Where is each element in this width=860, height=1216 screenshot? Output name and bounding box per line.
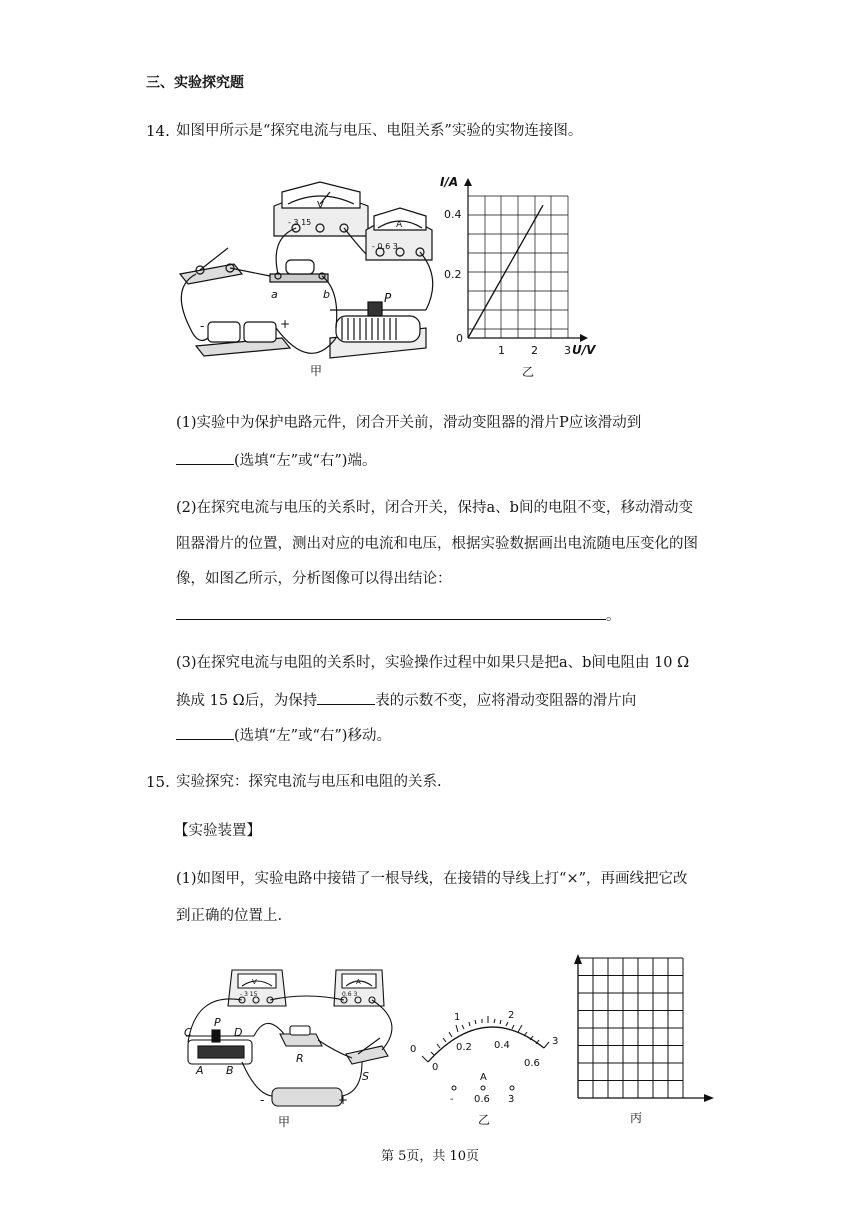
dial-unit: A [480, 1072, 487, 1083]
q15-heading: 【实验装置】 [174, 823, 261, 839]
dial-outer-1: 1 [454, 1012, 461, 1023]
q14-part1-line1: (1)实验中为保护电路元件，闭合开关前，滑动变阻器的滑片P应该滑动到 [176, 415, 642, 431]
figure-jia-label: 甲 [278, 1115, 291, 1129]
q14-stem: 如图甲所示是“探究电流与电压、电阻关系”实验的实物连接图。 [176, 123, 583, 139]
voltmeter-v-label: V [317, 200, 324, 211]
ytick-0.2: 0.2 [444, 268, 462, 281]
q15-ammeter-dial [406, 1004, 566, 1130]
q15-blank-grid [566, 952, 716, 1130]
figure-yi-label: 乙 [478, 1113, 491, 1127]
slider-p-label: P [384, 291, 392, 305]
battery-plus: + [280, 317, 291, 331]
battery-minus: - [260, 1093, 265, 1107]
xtick-1: 1 [498, 344, 505, 357]
svg-text:0.6 3: 0.6 3 [342, 991, 358, 998]
section-title: 三、实验探究题 [146, 75, 244, 91]
dial-inner-0.4: 0.4 [494, 1040, 510, 1051]
q14-part2-line1: (2)在探究电流与电压的关系时，闭合开关，保持a、b间的电阻不变，移动滑动变 [176, 500, 693, 516]
graph-origin: 0 [456, 332, 463, 345]
xtick-3: 3 [564, 344, 571, 357]
q14-number: 14. [146, 122, 170, 140]
battery-minus: - [200, 319, 205, 333]
figure-yi-label: 乙 [522, 365, 535, 379]
dial-outer-0: 0 [410, 1044, 417, 1055]
q15-stem: 实验探究：探究电流与电压和电阻的关系. [176, 774, 442, 790]
dial-outer-3: 3 [552, 1036, 559, 1047]
figure-jia-label: 甲 [310, 364, 323, 378]
label-b: B [226, 1064, 234, 1077]
label-d: D [234, 1026, 243, 1039]
label-r: R [296, 1052, 304, 1065]
dial-inner-0: 0 [432, 1062, 439, 1073]
answer-blank[interactable] [176, 603, 606, 620]
svg-text:A: A [356, 978, 361, 986]
dial-inner-0.2: 0.2 [456, 1042, 472, 1053]
q14-part3-line1: (3)在探究电流与电阻的关系时，实验操作过程中如果只是把a、b间电阻由 10 Ω [176, 655, 690, 671]
label-p: P [214, 1016, 221, 1029]
point-a-label: a [271, 288, 278, 301]
q15-part1-line1: (1)如图甲，实验电路中接错了一根导线，在接错的导线上打“×”，再画线把它改 [176, 871, 688, 887]
q14-part2-line3: 像，如图乙所示，分析图像可以得出结论： [176, 571, 452, 587]
figure-bing-label: 丙 [630, 1111, 643, 1125]
iu-data-line [468, 205, 543, 338]
label-a: A [196, 1064, 204, 1077]
q14-part2-answer: 。 [176, 603, 621, 627]
ytick-0.4: 0.4 [444, 208, 462, 221]
q14-circuit-figure [170, 178, 440, 383]
dial-inner-0.6: 0.6 [524, 1058, 540, 1069]
dial-outer-2: 2 [508, 1010, 515, 1021]
q14-part3-line3: (选填“左”或“右”)移动。 [176, 723, 391, 747]
q14-iu-graph [436, 172, 606, 380]
q14-part2-line2: 阻器滑片的位置，测出对应的电流和电压，根据实验数据画出电流随电压变化的图 [176, 536, 698, 552]
xtick-2: 2 [531, 344, 538, 357]
answer-blank[interactable] [176, 723, 234, 740]
answer-blank[interactable] [317, 688, 375, 705]
svg-text:V: V [252, 978, 257, 986]
battery-plus: + [338, 1093, 349, 1107]
voltmeter-terminals: - 3 15 [288, 218, 312, 227]
ammeter-terminals: - 0.6 3 [372, 242, 398, 251]
graph-ylabel: I/A [440, 175, 459, 189]
q15-part1-line2: 到正确的位置上. [176, 908, 283, 924]
point-b-label: b [323, 288, 330, 301]
q15-number: 15. [146, 773, 170, 791]
label-c: C [184, 1026, 192, 1039]
page-footer: 第 5页，共 10页 [380, 1149, 480, 1164]
q15-circuit-figure [176, 962, 406, 1130]
label-s: S [362, 1070, 369, 1083]
dial-term-3: 3 [508, 1094, 515, 1105]
svg-text:- 3 15: - 3 15 [240, 991, 258, 998]
q14-part3-line2: 换成 15 Ω后，为保持 表的示数不变，应将滑动变阻器的滑片向 [176, 688, 636, 712]
ammeter-a-label: A [396, 220, 403, 230]
dial-term-minus: - [450, 1094, 454, 1105]
q14-part1-line2: (选填“左”或“右”)端。 [176, 448, 376, 472]
graph-xlabel: U/V [572, 343, 596, 357]
answer-blank[interactable] [176, 448, 234, 465]
dial-term-0.6: 0.6 [474, 1094, 490, 1105]
